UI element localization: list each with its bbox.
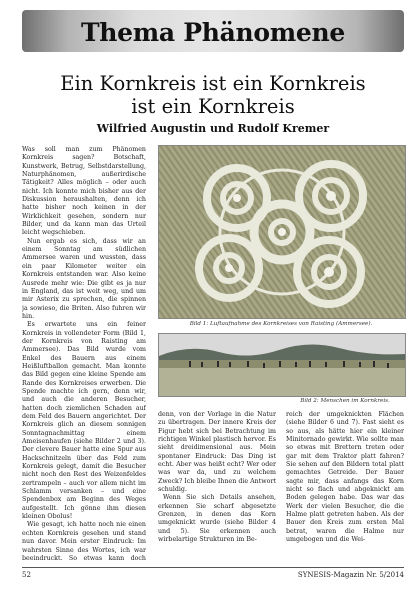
section-title: Thema Phänomene — [80, 18, 345, 47]
crop-circle-illustration — [159, 146, 405, 318]
section-banner — [22, 10, 404, 52]
paragraph: Was soll man zum Phänomen Kornkreis sagen? Botschaft, Kunstwerk, Betrug, Selbstdarstellung, Naturphänomen, außerirdische Tätigkeit? Alles möglich – oder auch nicht. Ich konnte mich bisher aus der Diskussion heraushalten, denn ich hatte bisher noch keinen in der Wirklichkeit gesehen, sondern nur Bilder, und da kann man das Urteil leicht wegschieben. — [22, 146, 146, 237]
text-column-middle — [158, 411, 276, 561]
article-authors: Wilfried Augustin und Rudolf Kremer — [96, 122, 330, 135]
magazine-issue: SYNESIS-Magazin Nr. 5/2014 — [297, 571, 404, 579]
crop-circle-aerial-photo — [158, 145, 406, 319]
field-scene-illustration — [159, 334, 405, 396]
page-number: 52 — [22, 571, 31, 579]
figure-2-caption: Bild 2: Menschen im Kornkreis. — [300, 398, 390, 404]
paragraph: denn, von der Vorlage in die Natur zu übertragen. Der innere Kreis der Figur hebt sich bei Betrachtung im richtigen Winkel plastisch hervor. Es sieht dreidimensional aus. Mein spontaner Eindruck: Das Ding ist echt. Aber was heißt echt? Wer oder was war da, und zu welchem Zweck? Ich bleibe Ihnen die Antwort schuldig. — [158, 411, 276, 494]
people-in-crop-circle-photo — [158, 333, 406, 397]
footer-divider — [22, 567, 404, 568]
paragraph: reich der umgeknickten Flächen (siehe Bilder 6 und 7). Fast sieht es so aus, als hätte hier ein kleiner Minitornado gewirkt. Wie sollte man so etwas mit Brettern treten oder gar mit dem Traktor platt fahren? Sie sehen auf den Bildern total platt gemachtes Getreide. Der Bauer sagte mir, dass anfangs das Korn nicht so flach und abgeknickt am Boden gelegen habe. Das war das Werk der vielen Besucher, die die Halme platt getreten haben. Als der Bauer den Kreis zum ersten Mal betrat, waren die Halme nur umgebogen und die Wei- — [286, 411, 404, 544]
text-column-left — [22, 146, 146, 561]
article-title-line-2: ist ein Kornkreis — [131, 95, 295, 118]
figure-1-caption: Bild 1: Luftaufnahme des Kornkreises von Raisting (Ammersee). — [189, 321, 373, 327]
text-column-right — [286, 411, 404, 561]
paragraph: Nun ergab es sich, dass wir an einem Sonntag am südlichen Ammersee waren und wussten, dass ein paar Kilometer weiter ein Kornkreis entstanden war. Also keine Ausrede mehr wie: Die gibt es ja nur in England, das ist weit weg, und um mir Asterix zu sprechen, die spinnen ja sowieso, die Briten. Also fuhren wir hin. — [22, 237, 146, 320]
article-title — [22, 72, 404, 118]
paragraph: Es erwartete uns ein feiner Kornkreis in vollendeter Form (Bild 1, der Kornkreis von Raisting am Ammersee). Das Bild wurde vom Enkel des Bauern aus einem Heißluftballon gemacht. Man konnte das Bild gegen eine kleine Spende am Rande des Kornkreises erwerben. Die Spende machte ich gern, denn wir, und auch die anderen Besucher, hatten doch ziemlichen Schaden auf dem Feld des Bauern angerichtet. Der Kornkreis glich an diesem sonnigen Sonntagnachmittag einem Ameisenhaufen (siehe Bilder 2 und 3). Der clevere Bauer hatte eine Spur aus Hackschnitzeln über das Feld zum Kornkreis gelegt, damit die Besucher nicht noch den Rest des Weizenfeldes zertrampeln – auch vor allem nicht im Schlamm versanken – und eine Spendenbox am Beginn des Weges aufgestellt. Ich gönne ihm diesen kleinen Obolus! — [22, 321, 146, 521]
paragraph: Wenn Sie sich Details ansehen, erkennen Sie scharf abgesetzte Grenzen, in denen das Korn umgeknickt wurde (siehe Bilder 4 und 5). Sie erkennen auch wirbelartige Strukturen im Be- — [158, 494, 276, 544]
article-title-line-1: Ein Kornkreis ist ein Kornkreis — [60, 72, 366, 95]
paragraph: Wie gesagt, ich hatte noch nie einen echten Kornkreis gesehen und stand nun davor. Mein erster Eindruck: Im wahrsten Sinne des Wortes, ich war beeindruckt. So etwas kann doch — [22, 521, 146, 561]
